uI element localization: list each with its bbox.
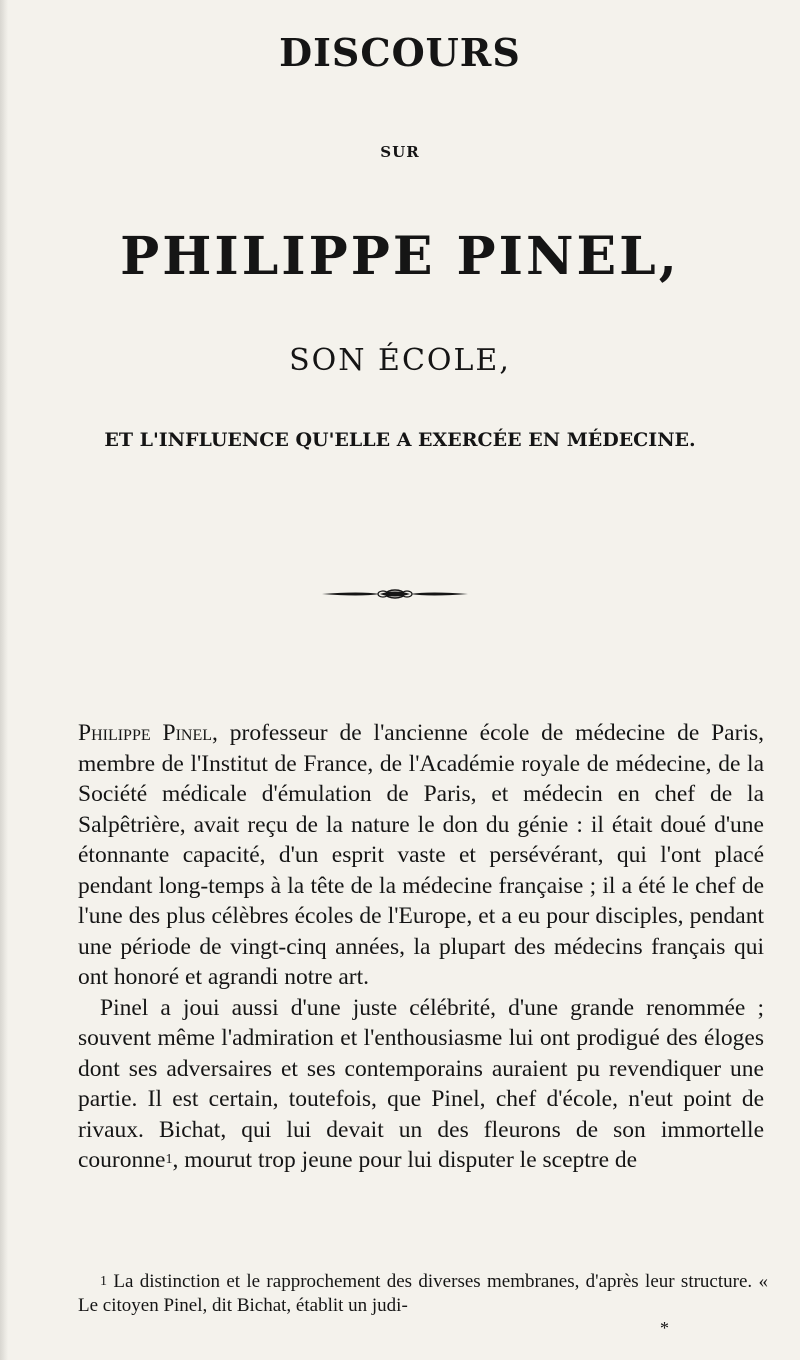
subtitle-school: SON ÉCOLE,: [289, 343, 511, 378]
footnote-text: La distinction et le rapprochement des diverses membranes, d'après leur structure. « Le citoyen Pinel, dit Bichat, établit un judi-: [78, 1271, 768, 1316]
subtitle-sur: SUR: [380, 143, 420, 161]
paragraph-2-text-a: Pinel a joui aussi d'une juste célébrité, d'une grande renommée ; souvent même l'admiration et l'enthousiasme lui ont prodigué des éloges dont ses adversaires et ses contemporains auraient pu revendiquer une partie. Il est certain, toutefois, que Pinel, chef d'école, n'eut point de rivaux. Bichat, qui lui devait un des fleurons de son immortelle couronne: [78, 994, 764, 1173]
paragraph-1-text: , professeur de l'ancienne école de médecine de Paris, membre de l'Institut de France, de l'Académie royale de médecine, de la Société médicale d'émulation de Paris, et médecin en chef de la Salpêtrière, avait reçu de la nature le don du génie : il était doué d'une étonnante capacité, d'un esprit vaste et persévérant, qui l'ont placé pendant long-temps à la tête de la médecine française ; il a été le chef de l'une des plus célèbres écoles de l'Europe, et a eu pour disciples, pendant une période de vingt-cinq années, la plupart des médecins français qui ont honoré et agrandi notre art.: [78, 720, 764, 990]
page-edge-shadow: [0, 0, 8, 1360]
subtitle-influence: ET L'INFLUENCE QU'ELLE A EXERCÉE EN MÉDECINE.: [104, 429, 696, 451]
body-text: [78, 718, 764, 1176]
lead-name: Philippe Pinel: [78, 720, 212, 746]
footnote: [78, 1270, 768, 1318]
footnote-reference: 1: [165, 1152, 173, 1167]
paragraph-2: [78, 993, 764, 1176]
ornament-divider: [320, 587, 470, 601]
paragraph-2-text-b: , mourut trop jeune pour lui disputer le sceptre de: [172, 1147, 638, 1173]
title-discours: DISCOURS: [279, 30, 521, 75]
paragraph-1: [78, 718, 764, 993]
title-name: PHILIPPE PINEL,: [120, 226, 680, 287]
signature-mark: *: [660, 1318, 669, 1338]
footnote-mark: 1: [100, 1274, 107, 1289]
